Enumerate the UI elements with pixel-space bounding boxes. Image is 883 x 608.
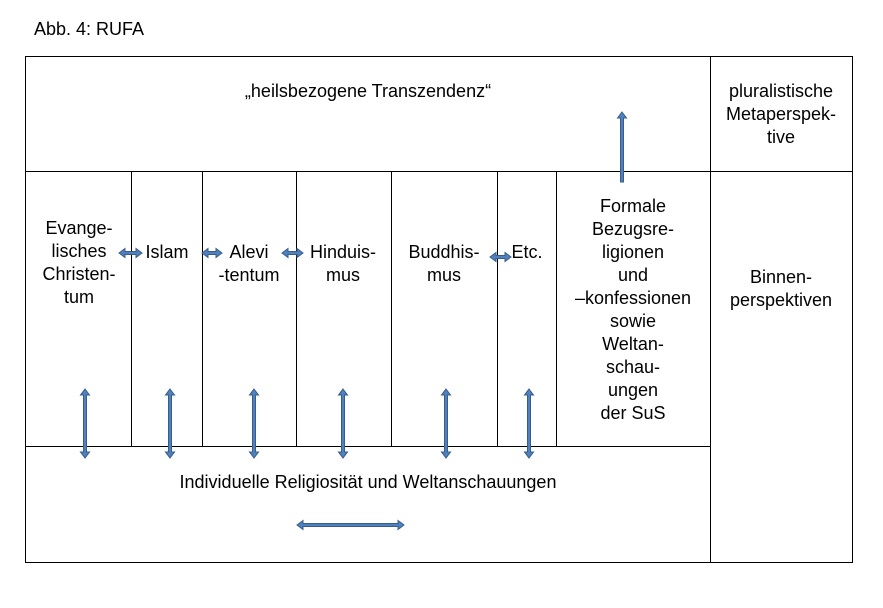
meta-perspective-label: pluralistische Metaperspek- tive [725,81,837,147]
transcendence-label: „heilsbezogene Transzendenz“ [244,81,492,101]
double-headed-arrow-icon [166,389,175,458]
figure-caption: Abb. 4: RUFA [34,19,145,39]
double-headed-arrow-icon [339,389,348,458]
double-headed-arrow-icon [525,389,534,458]
binnen-perspective-label: Binnen- perspektiven [729,267,833,310]
arrows-layer [81,112,627,530]
religion-label-islam: Islam [145,242,189,262]
religion-label-hinduism: Hinduis- mus [309,242,377,285]
religion-label-christianity: Evange- lisches Christen- tum [42,218,116,307]
double-headed-arrow-icon [490,253,511,262]
double-headed-arrow-icon [282,249,303,258]
individual-religiosity-label: Individuelle Religiosität und Weltanschauungen [179,472,557,492]
religion-label-alevism: Alevi -tentum [218,242,280,285]
religion-label-buddhism: Buddhis- mus [408,242,480,285]
double-headed-arrow-icon [250,389,259,458]
double-headed-arrow-icon [442,389,451,458]
religion-label-etc: Etc. [511,242,543,262]
double-headed-arrow-icon [81,389,90,458]
double-headed-arrow-icon [297,521,404,530]
double-headed-arrow-icon [119,249,142,258]
formal-reference-label: Formale Bezugsre- ligionen und –konfessionen sowie Weltan- schau- ungen der SuS [574,196,692,423]
